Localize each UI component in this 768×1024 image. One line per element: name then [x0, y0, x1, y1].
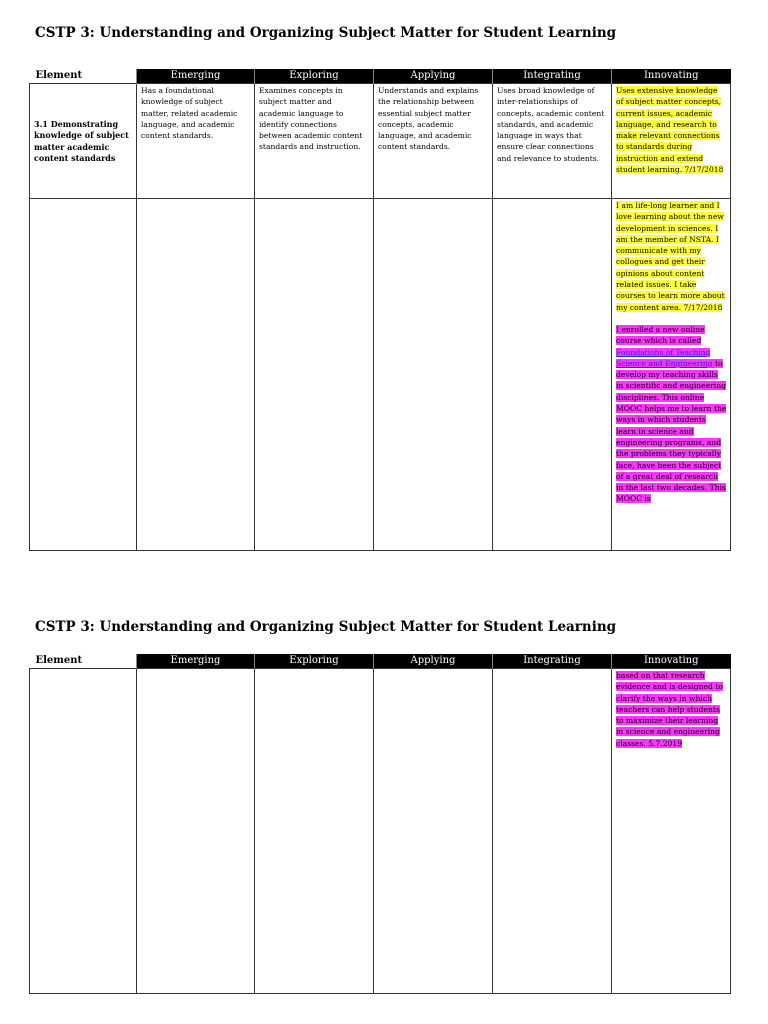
- note-text: I enrolled a new online course which is called: [616, 324, 705, 346]
- highlighted-note: Uses extensive knowledge of subject matter concepts, current issues, academic language, and research to make relevant connections to standards during instruction and extend student learning. 7/17/2018: [616, 86, 724, 175]
- level-header-integrating: Integrating: [493, 654, 612, 669]
- element-cell: 3.1 Demonstrating knowledge of subject matter academic content standards: [30, 84, 137, 199]
- emerging-cell: [137, 199, 255, 551]
- element-header: Element: [30, 654, 137, 669]
- element-cell: [30, 669, 137, 994]
- header-row: [30, 654, 731, 669]
- emerging-cell: Has a foundational knowledge of subject matter, related academic language, and academic content standards.: [137, 84, 255, 199]
- highlighted-note: based on that research evidence and is designed to clarify the ways in which teachers can help students to maximize their learning in science and engineering classes. 5.7.2019: [616, 671, 723, 748]
- level-header-emerging: Emerging: [137, 69, 255, 84]
- emerging-cell: [137, 669, 255, 994]
- level-header-emerging: Emerging: [137, 654, 255, 669]
- level-header-innovating: Innovating: [612, 69, 731, 84]
- innovating-cell: [612, 84, 731, 199]
- table-row: [30, 84, 731, 199]
- exploring-cell: [255, 669, 374, 994]
- integrating-cell: [493, 199, 612, 551]
- level-header-applying: Applying: [374, 69, 493, 84]
- rubric-table: [29, 69, 730, 551]
- innovating-cell: [612, 669, 731, 994]
- innovating-cell: [612, 199, 731, 551]
- note-text: to develop my teaching skills in scientific and engineering disciplines. This online MOOC helps me to learn the ways in which students learn in science and engineering programs, and the problems they typically face, have been the subject of a great deal of research in the last two decades. This MOOC is: [616, 358, 727, 504]
- level-header-exploring: Exploring: [255, 69, 374, 84]
- page-title: CSTP 3: Understanding and Organizing Subject Matter for Student Learning: [35, 25, 617, 41]
- integrating-cell: Uses broad knowledge of inter-relationships of concepts, academic content standards, and academic language in ways that ensure clear connections and relevance to students.: [493, 84, 612, 199]
- header-row: [30, 69, 731, 84]
- highlighted-note: [616, 325, 726, 503]
- exploring-cell: [255, 199, 374, 551]
- applying-cell: [374, 199, 493, 551]
- course-link[interactable]: Foundations of Teaching Science and Engineering: [616, 347, 713, 368]
- page-title: CSTP 3: Understanding and Organizing Subject Matter for Student Learning: [35, 619, 617, 635]
- exploring-cell: Examines concepts in subject matter and academic language to identify connections between academic content standards and instruction.: [255, 84, 374, 199]
- element-header: Element: [30, 69, 137, 84]
- level-header-applying: Applying: [374, 654, 493, 669]
- level-header-exploring: Exploring: [255, 654, 374, 669]
- element-cell: [30, 199, 137, 551]
- rubric-table: [29, 654, 730, 994]
- integrating-cell: [493, 669, 612, 994]
- applying-cell: Understands and explains the relationship between essential subject matter concepts, academic language, and academic content standards.: [374, 84, 493, 199]
- table-row: [30, 669, 731, 994]
- applying-cell: [374, 669, 493, 994]
- level-header-innovating: Innovating: [612, 654, 731, 669]
- table-row: [30, 199, 731, 551]
- level-header-integrating: Integrating: [493, 69, 612, 84]
- highlighted-note: I am life-long learner and I love learning about the new development in sciences. I am the member of NSTA. I communicate with my collogues and get their opinions about content related issues. I take courses to learn more about my content area. 7/17/2018: [616, 201, 725, 312]
